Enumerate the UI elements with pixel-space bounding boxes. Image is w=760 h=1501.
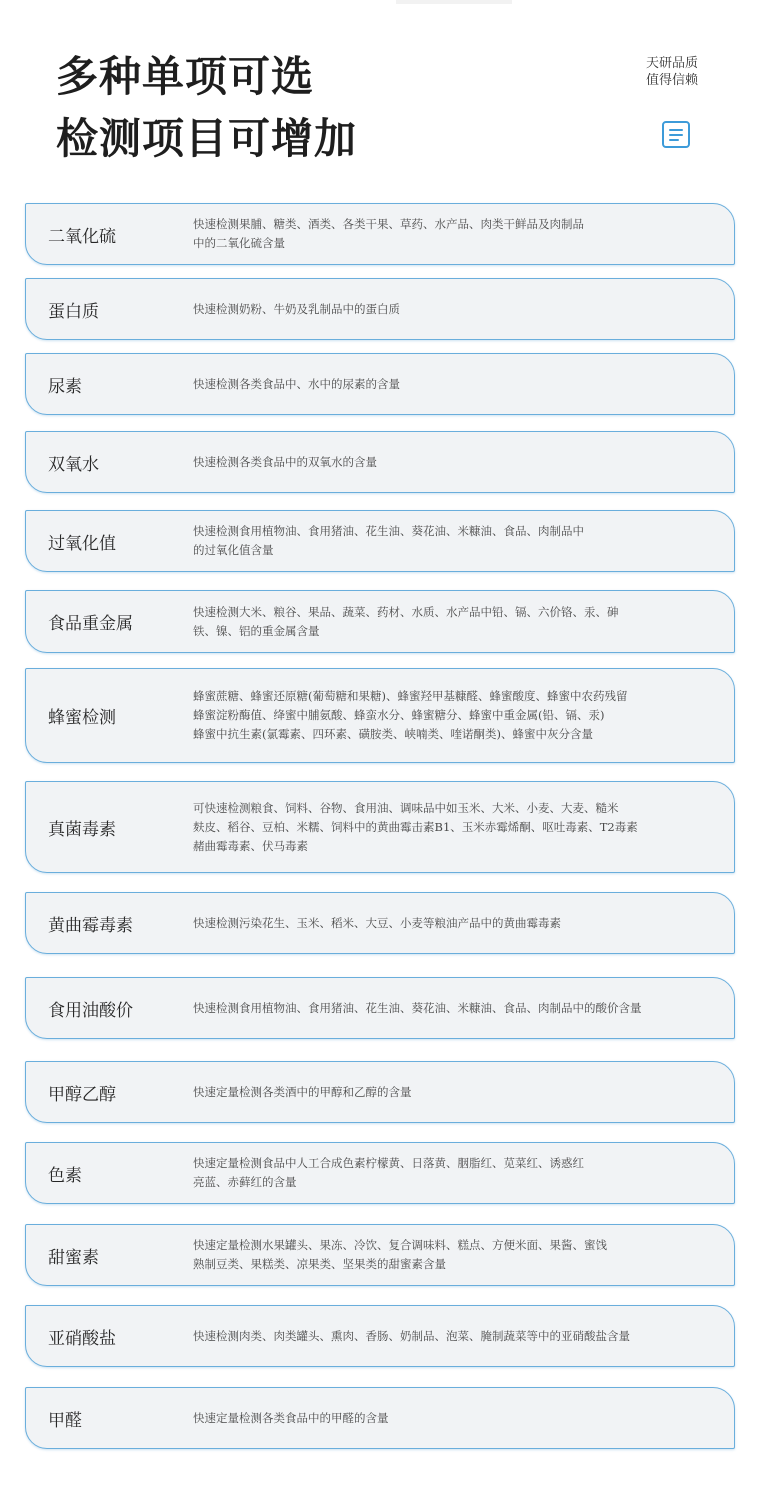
test-item-description-line: 亮蓝、赤藓红的含量 [193,1175,297,1189]
test-item-card [25,1305,735,1367]
test-item-description [193,215,724,253]
slogan [646,55,698,89]
test-item-description-line: 快速检测食用植物油、食用猪油、花生油、葵花油、米糠油、食品、肉制品中的酸价含量 [193,1000,642,1015]
test-item-name: 真菌毒素 [48,819,116,840]
test-item-name: 二氧化硫 [48,226,116,247]
test-item-description [193,1327,724,1346]
test-item-description-line: 快速定量检测各类酒中的甲醇和乙醇的含量 [193,1084,412,1099]
test-item-card [25,1387,735,1449]
test-item-card [25,590,735,653]
test-item-description-line: 快速检测奶粉、牛奶及乳制品中的蛋白质 [193,301,400,316]
test-item-name: 甲醇乙醇 [48,1084,116,1105]
test-item-description-line: 快速检测肉类、肉类罐头、熏肉、香肠、奶制品、泡菜、腌制蔬菜等中的亚硝酸盐含量 [193,1328,630,1343]
hero-title-line1: 多种单项可选 [56,52,315,101]
test-item-description-line: 熟制豆类、果糕类、凉果类、坚果类的甜蜜素含量 [193,1257,446,1271]
test-item-description-line: 麸皮、稻谷、豆柏、米糯、饲料中的黄曲霉击素B1、玉米赤霉烯酮、呕吐毒素、T2毒素 [193,819,638,834]
test-item-name: 蜂蜜检测 [48,708,116,728]
test-item-card [25,1224,735,1286]
test-item-name: 蛋白质 [48,301,99,322]
document-list-icon [662,121,690,148]
test-item-card [25,353,735,415]
test-item-description-line: 快速定量检测食品中人工合成色素柠檬黄、日落黄、胭脂红、苋菜红、诱惑红 [193,1156,584,1170]
test-item-description-line: 蜂蜜淀粉酶值、绛蜜中脯氨酸、蜂蛮水分、蜂蜜糖分、蜂蜜中重金属(铅、镉、汞) [193,708,605,722]
test-item-card [25,203,735,265]
test-item-description-line: 的过氧化值含量 [193,543,274,557]
hero-title-line2: 检测项目可增加 [56,114,358,163]
test-item-description [193,453,724,472]
test-item-description [193,1083,724,1102]
test-item-description [193,799,724,856]
test-item-description [193,687,724,744]
test-item-description-line: 快速定量检测各类食品中的甲醛的含量 [193,1410,389,1425]
test-item-description-line: 可快速检测粮食、饲料、谷物、食用油、调味品中如玉米、大米、小麦、大麦、糙米 [193,800,619,815]
test-item-description-line: 蜂蜜蔗糖、蜂蜜还原糖(葡萄糖和果糖)、蜂蜜羟甲基糠醛、蜂蜜酸度、蜂蜜中农药残留 [193,689,628,703]
test-item-card [25,892,735,954]
test-item-description-line: 中的二氧化硫含量 [193,236,285,250]
test-item-name: 双氧水 [48,454,99,475]
test-item-name: 过氧化值 [48,533,116,554]
test-item-description [193,999,724,1018]
top-tab-strip [396,0,512,4]
test-item-card [25,668,735,763]
test-item-description-line: 快速检测污染花生、玉米、稻米、大豆、小麦等粮油产品中的黄曲霉毒素 [193,915,561,930]
test-item-card [25,431,735,493]
test-item-description-line: 蜂蜜中抗生素(氯霉素、四环素、磺胺类、峡喃类、喹诺酮类)、蜂蜜中灰分含量 [193,727,593,741]
test-item-card [25,1061,735,1123]
hero-title [56,46,357,170]
test-item-description-line: 快速检测大米、粮谷、果品、蔬菜、药材、水质、水产品中铅、镉、六价铬、汞、砷 [193,604,619,619]
test-item-description [193,522,724,560]
test-item-description [193,300,724,319]
slogan-line2: 值得信赖 [646,73,699,88]
test-item-name: 食用油酸价 [48,1000,133,1021]
test-item-name: 色素 [48,1165,82,1186]
test-item-description-line: 快速检测果脯、糖类、酒类、各类干果、草药、水产品、肉类干鲜品及肉制品 [193,217,584,231]
test-item-description-line: 赭曲霉毒素、伏马毒素 [193,838,308,853]
test-item-name: 甲醛 [48,1410,82,1431]
test-item-description-line: 快速检测各类食品中的双氧水的含量 [193,454,377,469]
test-item-name: 亚硝酸盐 [48,1328,116,1349]
test-item-card [25,510,735,572]
test-item-description-line: 快速检测各类食品中、水中的尿素的含量 [193,376,400,391]
test-item-name: 尿素 [48,376,82,397]
test-item-description [193,375,724,394]
test-item-description [193,1409,724,1428]
test-item-card [25,781,735,873]
test-item-description [193,1154,724,1192]
test-item-description [193,914,724,933]
test-item-name: 甜蜜素 [48,1247,99,1268]
test-item-description [193,1236,724,1274]
test-item-description-line: 快速定量检测水果罐头、果冻、冷饮、复合调味料、糕点、方便米面、果酱、蜜饯 [193,1238,607,1252]
test-item-card [25,1142,735,1204]
test-item-description [193,603,724,641]
slogan-line1: 天研品质 [646,56,699,71]
test-item-card [25,278,735,340]
test-item-description-line: 快速检测食用植物油、食用猪油、花生油、葵花油、米糠油、食品、肉制品中 [193,524,584,538]
test-item-card [25,977,735,1039]
test-item-name: 黄曲霉毒素 [48,915,133,936]
test-item-name: 食品重金属 [48,614,133,634]
test-item-description-line: 铁、镍、铝的重金属含量 [193,623,320,638]
